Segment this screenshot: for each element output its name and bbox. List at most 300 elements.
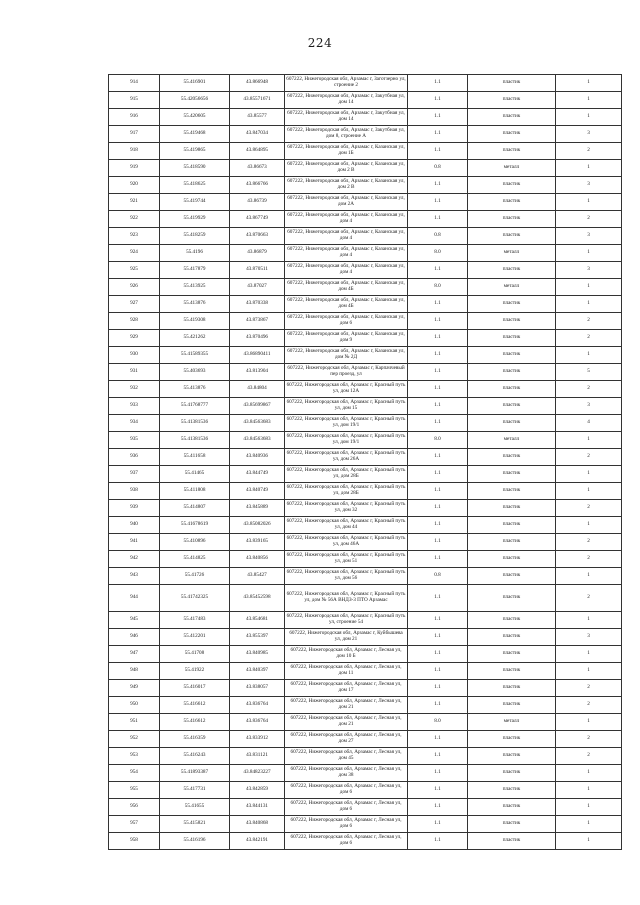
latitude-cell: 55.41465 (160, 466, 230, 483)
volume-cell: 1.1 (408, 466, 468, 483)
material-cell: пластик (468, 415, 556, 432)
table-row (109, 714, 622, 731)
address-cell: 607222, Нижегородская обл, Арзамас г, Лесная ул, дом 6 (285, 833, 408, 850)
address-cell: 607222, Нижегородская обл, Арзамас г, Лесная ул, дом 21 (285, 697, 408, 714)
address-cell: 607222, Нижегородская обл, Арзамас г, Лесная ул, дом 45 (285, 748, 408, 765)
volume-cell: 1.1 (408, 194, 468, 211)
latitude-cell: 55.419744 (160, 194, 230, 211)
row-number-cell: 936 (109, 449, 160, 466)
latitude-cell: 55.41768777 (160, 398, 230, 415)
material-cell: пластик (468, 612, 556, 629)
latitude-cell: 55.4196 (160, 245, 230, 262)
longitude-cell: 43.844749 (230, 466, 285, 483)
address-cell: 607222, Нижегородская обл, Арзамас г, Закутбная ул, дом 8, строение А (285, 126, 408, 143)
latitude-cell: 55.421262 (160, 330, 230, 347)
address-cell: 607222, Нижегородская обл, Арзамас г, Красный путь ул, дом 56 (285, 568, 408, 585)
volume-cell: 1.1 (408, 330, 468, 347)
longitude-cell: 43.85577 (230, 109, 285, 126)
address-cell: 607222, Нижегородская обл, Арзамас г, Красный путь ул, дом 15 (285, 398, 408, 415)
row-number-cell: 919 (109, 160, 160, 177)
volume-cell: 1.1 (408, 646, 468, 663)
latitude-cell: 55.416017 (160, 680, 230, 697)
table-row (109, 663, 622, 680)
table-row (109, 551, 622, 568)
volume-cell: 1.1 (408, 483, 468, 500)
row-number-cell: 920 (109, 177, 160, 194)
table-row (109, 731, 622, 748)
longitude-cell: 43.85571671 (230, 92, 285, 109)
volume-cell: 1.1 (408, 697, 468, 714)
volume-cell: 1.1 (408, 449, 468, 466)
material-cell: пластик (468, 697, 556, 714)
material-cell: пластик (468, 782, 556, 799)
volume-cell: 1.1 (408, 109, 468, 126)
material-cell: пластик (468, 313, 556, 330)
volume-cell: 1.1 (408, 612, 468, 629)
row-number-cell: 942 (109, 551, 160, 568)
count-cell: 1 (556, 568, 622, 585)
count-cell: 1 (556, 160, 622, 177)
longitude-cell: 43.836764 (230, 714, 285, 731)
longitude-cell: 43.840397 (230, 663, 285, 680)
material-cell: металл (468, 279, 556, 296)
address-cell: 607222, Нижегородская обл, Арзамас г, Красный путь ул, дом 46А (285, 534, 408, 551)
volume-cell: 1.1 (408, 517, 468, 534)
row-number-cell: 922 (109, 211, 160, 228)
volume-cell: 1.1 (408, 816, 468, 833)
material-cell: пластик (468, 748, 556, 765)
material-cell: пластик (468, 177, 556, 194)
longitude-cell: 43.870338 (230, 296, 285, 313)
count-cell: 2 (556, 534, 622, 551)
volume-cell: 1.1 (408, 500, 468, 517)
longitude-cell: 43.86879 (230, 245, 285, 262)
material-cell: пластик (468, 629, 556, 646)
row-number-cell: 947 (109, 646, 160, 663)
address-cell: 607222, Нижегородская обл, Арзамас г, Казанская ул, дом 2 В (285, 177, 408, 194)
table-row (109, 517, 622, 534)
material-cell: пластик (468, 126, 556, 143)
latitude-cell: 55.41381536 (160, 415, 230, 432)
table-row (109, 415, 622, 432)
table-row (109, 432, 622, 449)
material-cell: металл (468, 714, 556, 731)
latitude-cell: 55.418625 (160, 177, 230, 194)
material-cell: металл (468, 160, 556, 177)
container-sites-table (108, 74, 622, 850)
longitude-cell: 43.84563683 (230, 415, 285, 432)
table-row (109, 466, 622, 483)
longitude-cell: 43.870663 (230, 228, 285, 245)
address-cell: 607222, Нижегородская обл, Арзамас г, Казанская ул, дом 1Б (285, 143, 408, 160)
row-number-cell: 940 (109, 517, 160, 534)
count-cell: 2 (556, 330, 622, 347)
row-number-cell: 958 (109, 833, 160, 850)
row-number-cell: 934 (109, 415, 160, 432)
longitude-cell: 43.842191 (230, 833, 285, 850)
material-cell: пластик (468, 500, 556, 517)
count-cell: 1 (556, 466, 622, 483)
latitude-cell: 55.411658 (160, 449, 230, 466)
volume-cell: 1.1 (408, 551, 468, 568)
address-cell: 607222, Нижегородская обл, Арзамас г, Казанская ул, дом 4Б (285, 279, 408, 296)
row-number-cell: 927 (109, 296, 160, 313)
material-cell: пластик (468, 646, 556, 663)
latitude-cell: 55.415821 (160, 816, 230, 833)
table-row (109, 245, 622, 262)
material-cell: пластик (468, 585, 556, 612)
latitude-cell: 55.414807 (160, 500, 230, 517)
address-cell: 607222, Нижегородская обл, Арзамас г, Лесная ул, дом 6 (285, 799, 408, 816)
address-cell: 607222, Нижегородская обл, Арзамас г, Лесная ул, дом 17 (285, 680, 408, 697)
material-cell: пластик (468, 296, 556, 313)
latitude-cell: 55.414825 (160, 551, 230, 568)
count-cell: 1 (556, 279, 622, 296)
latitude-cell: 55.41381536 (160, 432, 230, 449)
address-cell: 607222, Нижегородская обл, Арзамас г, Казанская ул, дом 9 (285, 330, 408, 347)
address-cell: 607222, Нижегородская обл, Арзамас г, Закутбная ул, дом 14 (285, 92, 408, 109)
row-number-cell: 929 (109, 330, 160, 347)
material-cell: пластик (468, 449, 556, 466)
latitude-cell: 55.413925 (160, 279, 230, 296)
address-cell: 607222, Нижегородская обл, Арзамас г, Красный путь ул, дом 44 (285, 517, 408, 534)
material-cell: пластик (468, 92, 556, 109)
table-row (109, 330, 622, 347)
page-number: 224 (307, 36, 333, 50)
address-cell: 607222, Нижегородская обл, Арзамас г, Казанская ул, дом 4Б (285, 296, 408, 313)
volume-cell: 0.8 (408, 160, 468, 177)
material-cell: пластик (468, 816, 556, 833)
row-number-cell: 926 (109, 279, 160, 296)
volume-cell: 1.1 (408, 381, 468, 398)
count-cell: 3 (556, 126, 622, 143)
row-number-cell: 957 (109, 816, 160, 833)
address-cell: 607222, Нижегородская обл, Арзамас г, Казанская ул, дом 4 (285, 211, 408, 228)
latitude-cell: 55.416612 (160, 714, 230, 731)
material-cell: пластик (468, 833, 556, 850)
count-cell: 2 (556, 449, 622, 466)
count-cell: 2 (556, 748, 622, 765)
longitude-cell: 43.84804 (230, 381, 285, 398)
table-row (109, 500, 622, 517)
count-cell: 1 (556, 92, 622, 109)
table-row (109, 313, 622, 330)
volume-cell: 8.0 (408, 279, 468, 296)
address-cell: 607222, Нижегородская обл, Арзамас г, Красный путь ул, дом 19/1 (285, 415, 408, 432)
latitude-cell: 55.41726 (160, 568, 230, 585)
volume-cell: 1.1 (408, 680, 468, 697)
latitude-cell: 55.419865 (160, 143, 230, 160)
count-cell: 1 (556, 109, 622, 126)
address-cell: 607222, Нижегородская обл, Арзамас г, Лесная ул, дом 27 (285, 731, 408, 748)
table-row (109, 629, 622, 646)
longitude-cell: 43.84823227 (230, 765, 285, 782)
count-cell: 2 (556, 500, 622, 517)
count-cell: 2 (556, 731, 622, 748)
material-cell: пластик (468, 228, 556, 245)
volume-cell: 1.1 (408, 143, 468, 160)
row-number-cell: 946 (109, 629, 160, 646)
row-number-cell: 945 (109, 612, 160, 629)
count-cell: 1 (556, 833, 622, 850)
material-cell: пластик (468, 109, 556, 126)
table-row (109, 126, 622, 143)
table-row (109, 483, 622, 500)
count-cell: 2 (556, 585, 622, 612)
volume-cell: 1.1 (408, 211, 468, 228)
count-cell: 1 (556, 296, 622, 313)
row-number-cell: 915 (109, 92, 160, 109)
volume-cell: 1.1 (408, 364, 468, 381)
row-number-cell: 948 (109, 663, 160, 680)
row-number-cell: 939 (109, 500, 160, 517)
longitude-cell: 43.854681 (230, 612, 285, 629)
row-number-cell: 917 (109, 126, 160, 143)
count-cell: 2 (556, 680, 622, 697)
count-cell: 3 (556, 629, 622, 646)
material-cell: пластик (468, 381, 556, 398)
material-cell: пластик (468, 680, 556, 697)
latitude-cell: 55.417879 (160, 262, 230, 279)
longitude-cell: 43.842859 (230, 782, 285, 799)
volume-cell: 1.1 (408, 126, 468, 143)
row-number-cell: 937 (109, 466, 160, 483)
volume-cell: 1.1 (408, 75, 468, 92)
count-cell: 3 (556, 228, 622, 245)
table-row (109, 765, 622, 782)
material-cell: металл (468, 245, 556, 262)
table-row (109, 228, 622, 245)
count-cell: 1 (556, 612, 622, 629)
longitude-cell: 43.855397 (230, 629, 285, 646)
volume-cell: 8.0 (408, 245, 468, 262)
material-cell: пластик (468, 211, 556, 228)
longitude-cell: 43.866948 (230, 75, 285, 92)
count-cell: 1 (556, 646, 622, 663)
latitude-cell: 55.41893387 (160, 765, 230, 782)
row-number-cell: 916 (109, 109, 160, 126)
row-number-cell: 952 (109, 731, 160, 748)
latitude-cell: 55.416901 (160, 75, 230, 92)
address-cell: 607222, Нижегородская обл, Арзамас г, Казанская ул, дом 4 (285, 245, 408, 262)
row-number-cell: 928 (109, 313, 160, 330)
latitude-cell: 55.41655 (160, 799, 230, 816)
count-cell: 1 (556, 245, 622, 262)
address-cell: 607222, Нижегородская обл, Арзамас г, Красный путь ул, дом 51 (285, 551, 408, 568)
material-cell: пластик (468, 194, 556, 211)
material-cell: пластик (468, 663, 556, 680)
latitude-cell: 55.417483 (160, 612, 230, 629)
longitude-cell: 43.85427 (230, 568, 285, 585)
volume-cell: 1.1 (408, 262, 468, 279)
material-cell: пластик (468, 75, 556, 92)
volume-cell: 1.1 (408, 415, 468, 432)
count-cell: 1 (556, 782, 622, 799)
count-cell: 3 (556, 177, 622, 194)
material-cell: пластик (468, 765, 556, 782)
count-cell: 3 (556, 398, 622, 415)
row-number-cell: 956 (109, 799, 160, 816)
row-number-cell: 931 (109, 364, 160, 381)
table-row (109, 143, 622, 160)
address-cell: 607222, Нижегородская обл, Арзамас г, Казанская ул, дом 2А (285, 194, 408, 211)
material-cell: пластик (468, 347, 556, 364)
latitude-cell: 55.416243 (160, 748, 230, 765)
volume-cell: 1.1 (408, 833, 468, 850)
volume-cell: 1.1 (408, 313, 468, 330)
material-cell: пластик (468, 364, 556, 381)
material-cell: пластик (468, 466, 556, 483)
count-cell: 1 (556, 483, 622, 500)
address-cell: 607222, Нижегородская обл, Арзамас г, Красный путь ул, дом 26А (285, 449, 408, 466)
count-cell: 4 (556, 415, 622, 432)
address-cell: 607222, Нижегородская обл, Арзамас г, Красный путь ул, строение 54 (285, 612, 408, 629)
row-number-cell: 935 (109, 432, 160, 449)
table-row (109, 296, 622, 313)
latitude-cell: 55.41922 (160, 663, 230, 680)
latitude-cell: 55.41678619 (160, 517, 230, 534)
volume-cell: 1.1 (408, 585, 468, 612)
table-row (109, 680, 622, 697)
longitude-cell: 43.838057 (230, 680, 285, 697)
address-cell: 607222, Нижегородская обл, Арзамас г, Красный путь ул, дом 32 (285, 500, 408, 517)
volume-cell: 1.1 (408, 731, 468, 748)
longitude-cell: 43.840985 (230, 646, 285, 663)
address-cell: 607222, Нижегородская обл, Арзамас г, Казанская ул, дом 6 (285, 313, 408, 330)
count-cell: 2 (556, 551, 622, 568)
longitude-cell: 43.840856 (230, 551, 285, 568)
material-cell: пластик (468, 517, 556, 534)
latitude-cell: 55.41742325 (160, 585, 230, 612)
latitude-cell: 55.413876 (160, 296, 230, 313)
count-cell: 1 (556, 347, 622, 364)
material-cell: пластик (468, 534, 556, 551)
latitude-cell: 55.418259 (160, 228, 230, 245)
table-row (109, 194, 622, 211)
table-row (109, 449, 622, 466)
volume-cell: 1.1 (408, 663, 468, 680)
address-cell: 607222, Нижегородская обл, Арзамас г, Закутбная ул, дом 14 (285, 109, 408, 126)
latitude-cell: 55.419468 (160, 126, 230, 143)
latitude-cell: 55.418590 (160, 160, 230, 177)
material-cell: пластик (468, 551, 556, 568)
material-cell: пластик (468, 398, 556, 415)
longitude-cell: 43.813904 (230, 364, 285, 381)
count-cell: 2 (556, 313, 622, 330)
material-cell: пластик (468, 731, 556, 748)
table-body (109, 75, 622, 850)
table-row (109, 585, 622, 612)
count-cell: 1 (556, 799, 622, 816)
longitude-cell: 43.847034 (230, 126, 285, 143)
volume-cell: 8.0 (408, 714, 468, 731)
table-row (109, 279, 622, 296)
volume-cell: 1.1 (408, 748, 468, 765)
address-cell: 607222, Нижегородская обл, Арзамас г, Заготзерно ул, строение 2 (285, 75, 408, 92)
latitude-cell: 55.411808 (160, 483, 230, 500)
row-number-cell: 924 (109, 245, 160, 262)
longitude-cell: 43.867749 (230, 211, 285, 228)
table-row (109, 833, 622, 850)
material-cell: пластик (468, 568, 556, 585)
count-cell: 2 (556, 211, 622, 228)
longitude-cell: 43.870496 (230, 330, 285, 347)
address-cell: 607222, Нижегородская обл, Арзамас г, Лесная ул, дом 21 (285, 714, 408, 731)
volume-cell: 1.1 (408, 398, 468, 415)
row-number-cell: 941 (109, 534, 160, 551)
count-cell: 3 (556, 262, 622, 279)
latitude-cell: 55.413876 (160, 381, 230, 398)
material-cell: металл (468, 432, 556, 449)
longitude-cell: 43.840749 (230, 483, 285, 500)
table-row (109, 177, 622, 194)
count-cell: 1 (556, 816, 622, 833)
row-number-cell: 925 (109, 262, 160, 279)
latitude-cell: 55.410896 (160, 534, 230, 551)
volume-cell: 1.1 (408, 177, 468, 194)
material-cell: пластик (468, 483, 556, 500)
material-cell: пластик (468, 799, 556, 816)
address-cell: 607222, Нижегородская обл, Арзамас г, Карпаччевый пер проезд, ул (285, 364, 408, 381)
row-number-cell: 955 (109, 782, 160, 799)
volume-cell: 0.8 (408, 568, 468, 585)
count-cell: 2 (556, 697, 622, 714)
count-cell: 2 (556, 143, 622, 160)
row-number-cell: 954 (109, 765, 160, 782)
row-number-cell: 951 (109, 714, 160, 731)
latitude-cell: 55.416612 (160, 697, 230, 714)
row-number-cell: 944 (109, 585, 160, 612)
table-row (109, 799, 622, 816)
longitude-cell: 43.845889 (230, 500, 285, 517)
table-row (109, 109, 622, 126)
address-cell: 607222, Нижегородская обл, Арзамас г, Красный путь ул, дом 12А (285, 381, 408, 398)
longitude-cell: 43.85452598 (230, 585, 285, 612)
latitude-cell: 55.42056656 (160, 92, 230, 109)
table-row (109, 816, 622, 833)
address-cell: 607222, Нижегородская обл, Арзамас г, Лесная ул, дом 10 Б (285, 646, 408, 663)
count-cell: 1 (556, 432, 622, 449)
address-cell: 607222, Нижегородская обл, Арзамас г, Лесная ул, дом 6 (285, 782, 408, 799)
latitude-cell: 55.419308 (160, 313, 230, 330)
count-cell: 1 (556, 194, 622, 211)
longitude-cell: 43.873867 (230, 313, 285, 330)
table-row (109, 92, 622, 109)
longitude-cell: 43.86890411 (230, 347, 285, 364)
count-cell: 5 (556, 364, 622, 381)
table-row (109, 364, 622, 381)
count-cell: 1 (556, 765, 622, 782)
row-number-cell: 930 (109, 347, 160, 364)
address-cell: 607222, Нижегородская обл, Арзамас г, Красный путь ул, дом 28Б (285, 466, 408, 483)
address-cell: 607222, Нижегородская обл, Арзамас г, Казанская ул, дом 4 (285, 262, 408, 279)
address-cell: 607222, Нижегородская обл, Арзамас г, Лесная ул, дом 11 (285, 663, 408, 680)
latitude-cell: 55.420605 (160, 109, 230, 126)
longitude-cell: 43.833912 (230, 731, 285, 748)
address-cell: 607222, Нижегородская обл, Арзамас г, Казанская ул, дом 4 (285, 228, 408, 245)
table-row (109, 262, 622, 279)
count-cell: 1 (556, 75, 622, 92)
table-row (109, 612, 622, 629)
longitude-cell: 43.840936 (230, 449, 285, 466)
longitude-cell: 43.87027 (230, 279, 285, 296)
table-row (109, 160, 622, 177)
row-number-cell: 943 (109, 568, 160, 585)
material-cell: пластик (468, 330, 556, 347)
longitude-cell: 43.85699867 (230, 398, 285, 415)
address-cell: 607222, Нижегородская обл, Арзамас г, Красный путь ул, дом 19/1 (285, 432, 408, 449)
longitude-cell: 43.831121 (230, 748, 285, 765)
